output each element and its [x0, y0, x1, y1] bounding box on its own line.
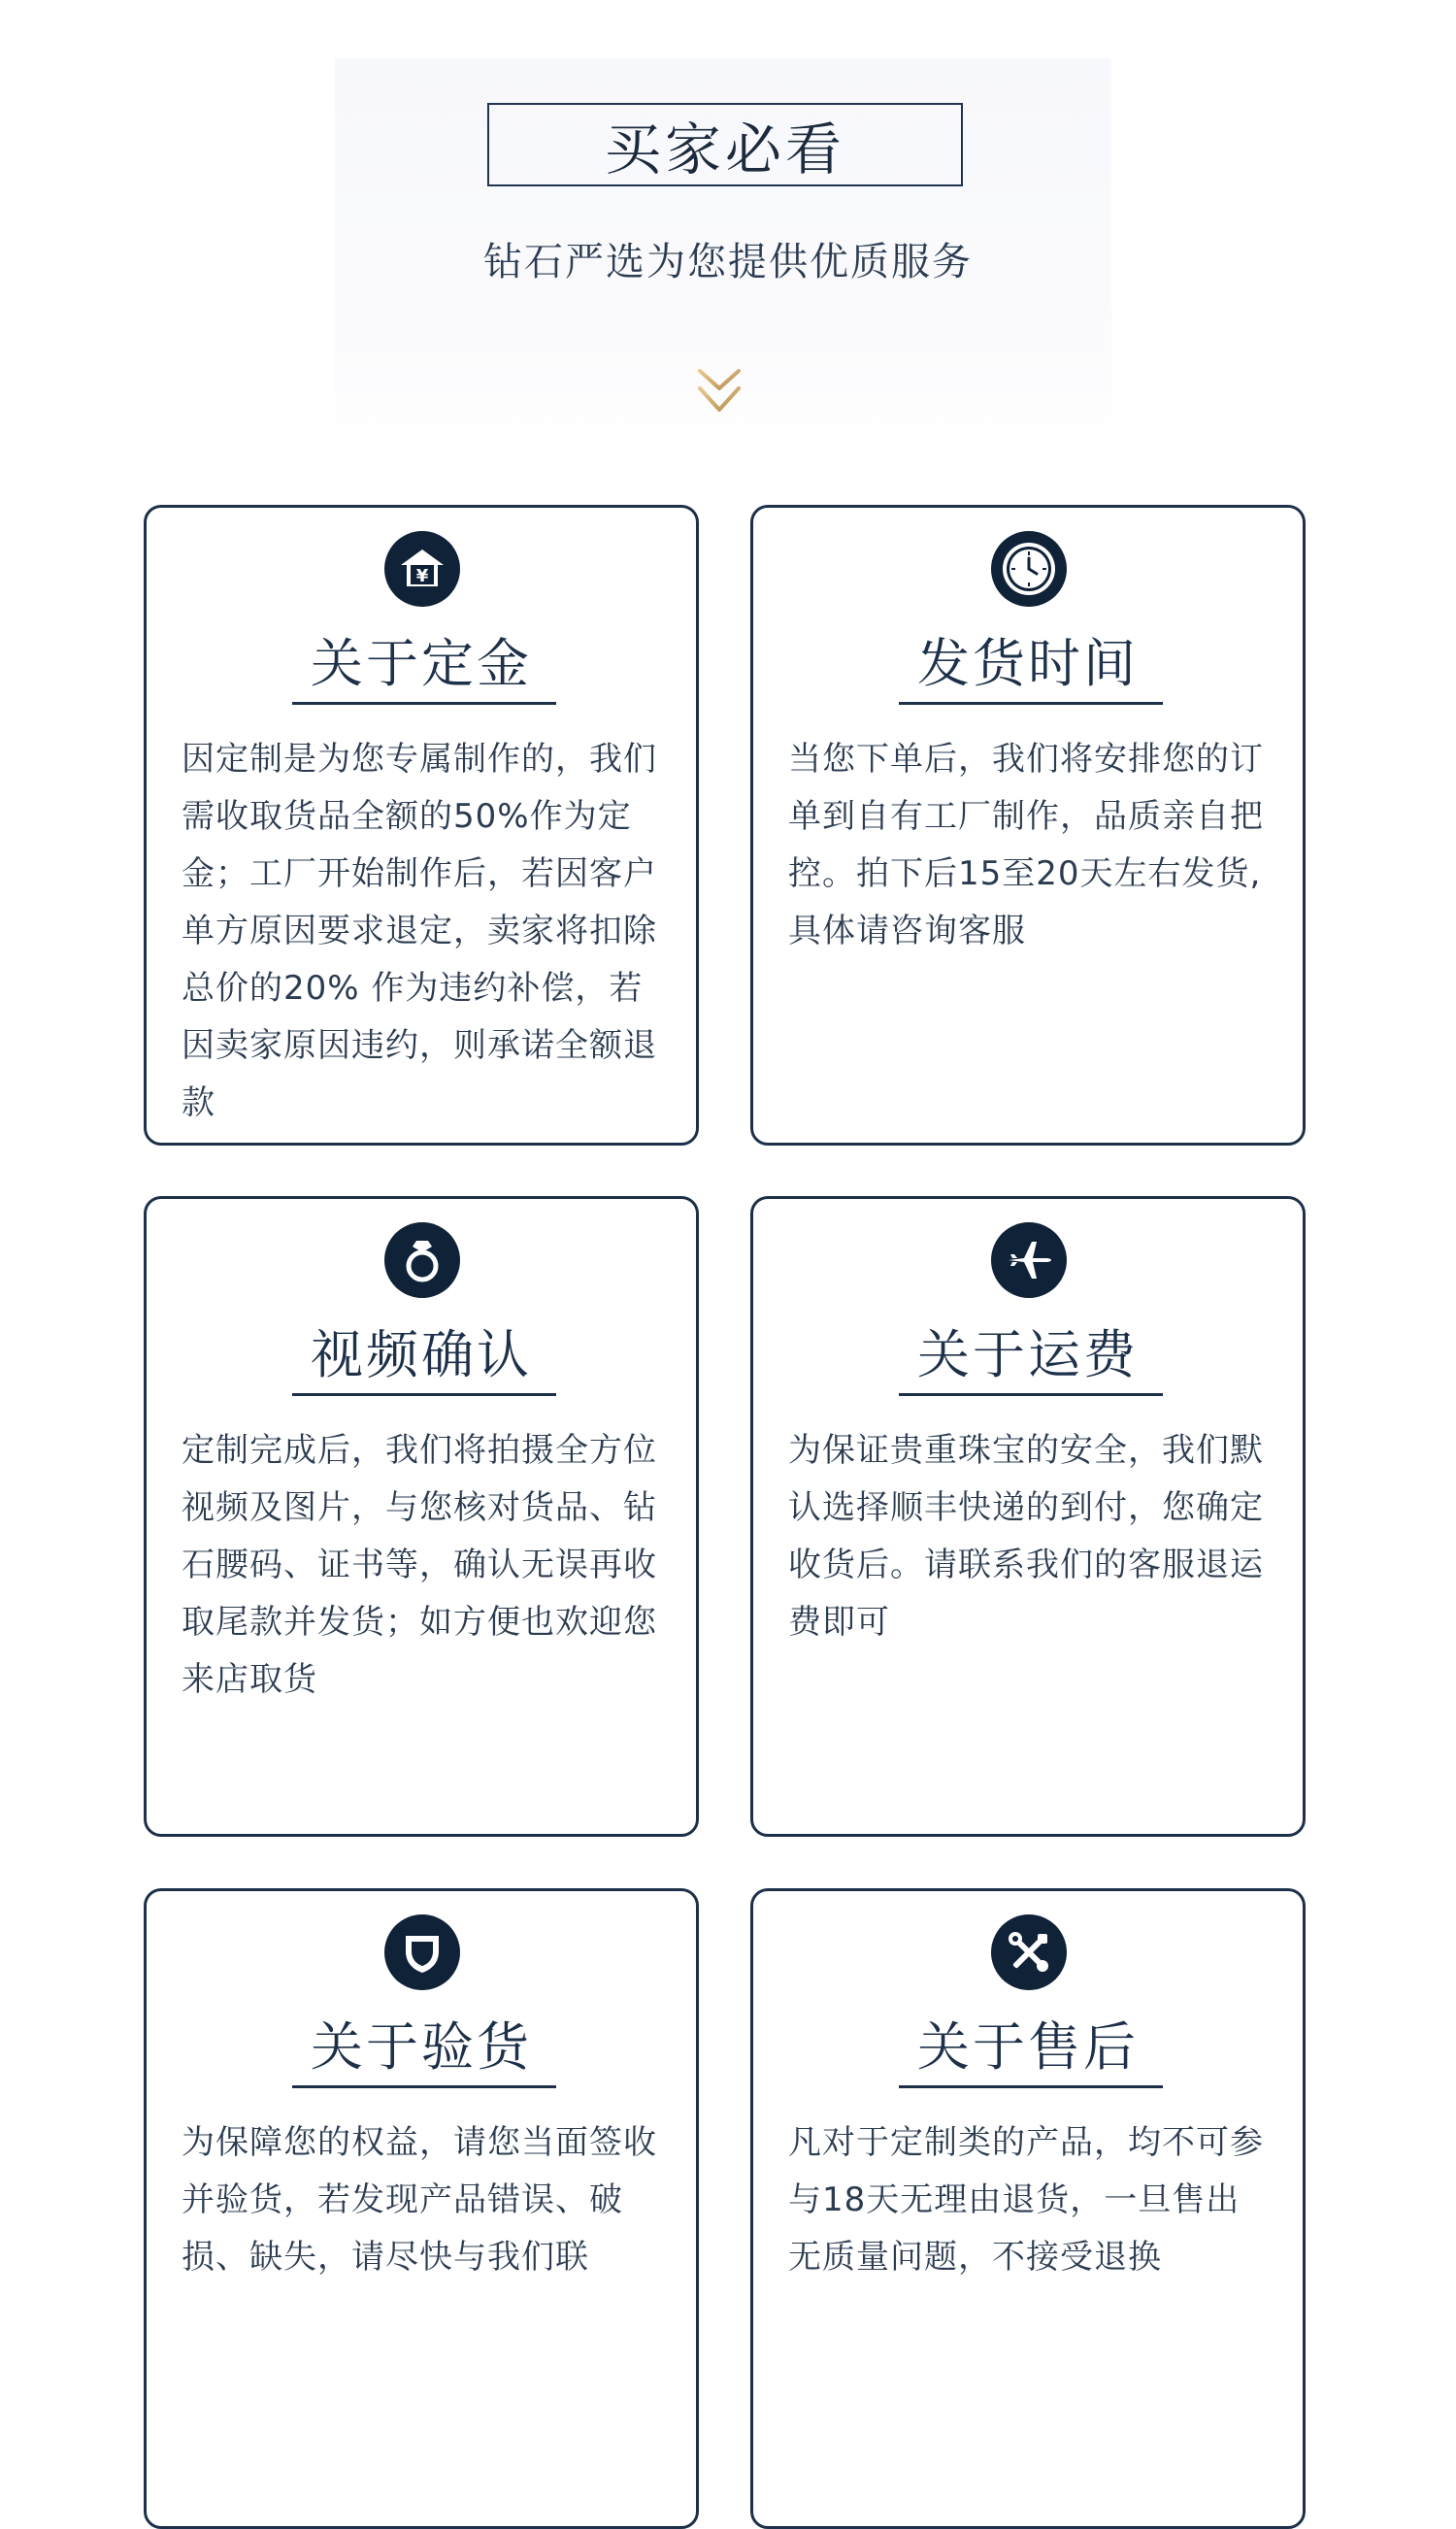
card-shipping-time: [750, 505, 1306, 1146]
page-title: [487, 103, 963, 186]
card-text: 凡对于定制类的产品，均不可参与18天无理由退货，一旦售出无质量问题，不接受退换: [788, 2123, 1264, 2277]
card-video-confirm: [144, 1196, 699, 1837]
card-title: 视频确认: [311, 1324, 532, 1385]
page-subtitle: 钻石严选为您提供优质服务: [483, 240, 973, 284]
ring-icon: [384, 1222, 460, 1298]
card-text: 当您下单后，我们将安排您的订单到自有工厂制作，品质亲自把控。拍下后15至20天左右发货,具体请咨询客服: [788, 740, 1264, 950]
airplane-icon: [991, 1222, 1067, 1298]
shield-icon: [384, 1914, 460, 1990]
page-title-text: 买家必看: [604, 116, 845, 183]
card-text: 为保证贵重珠宝的安全，我们默认选择顺丰快递的到付，您确定收货后。请联系我们的客服退运费即可: [788, 1431, 1264, 1642]
card-text: 因定制是为您专属制作的，我们需收取货品全额的50%作为定金；工厂开始制作后，若因客户单方原因要求退定，卖家将扣除总价的20% 作为违约补偿，若因卖家原因违约，则承诺全额退款: [182, 740, 657, 1122]
card-divider: [292, 1393, 556, 1396]
card-inspection: [144, 1888, 699, 2529]
card-divider: [899, 1393, 1163, 1396]
card-text: 定制完成后，我们将拍摄全方位视频及图片，与您核对货品、钻石腰码、证书等，确认无误再收取尾款并发货；如方便也欢迎您来店取货: [182, 1431, 657, 1699]
card-title: 关于验货: [311, 2016, 532, 2078]
card-divider: [292, 2085, 556, 2088]
card-text: 为保障您的权益，请您当面签收并验货，若发现产品错误、破损、缺失，请尽快与我们联: [182, 2123, 657, 2277]
card-after-sales: [750, 1888, 1306, 2529]
yen-house-icon: [384, 531, 460, 607]
card-title: 关于售后: [917, 2016, 1139, 2078]
card-divider: [292, 702, 556, 705]
double-chevron-down-icon: [696, 367, 743, 417]
card-title: 关于运费: [917, 1324, 1139, 1385]
svg-text:¥: ¥: [415, 566, 429, 586]
card-title: 关于定金: [311, 633, 532, 694]
card-title: 发货时间: [917, 633, 1139, 694]
clock-icon: [991, 531, 1067, 607]
tools-icon: [991, 1914, 1067, 1990]
card-divider: [899, 702, 1163, 705]
card-deposit: [144, 505, 699, 1146]
card-shipping-fee: [750, 1196, 1306, 1837]
card-divider: [899, 2085, 1163, 2088]
